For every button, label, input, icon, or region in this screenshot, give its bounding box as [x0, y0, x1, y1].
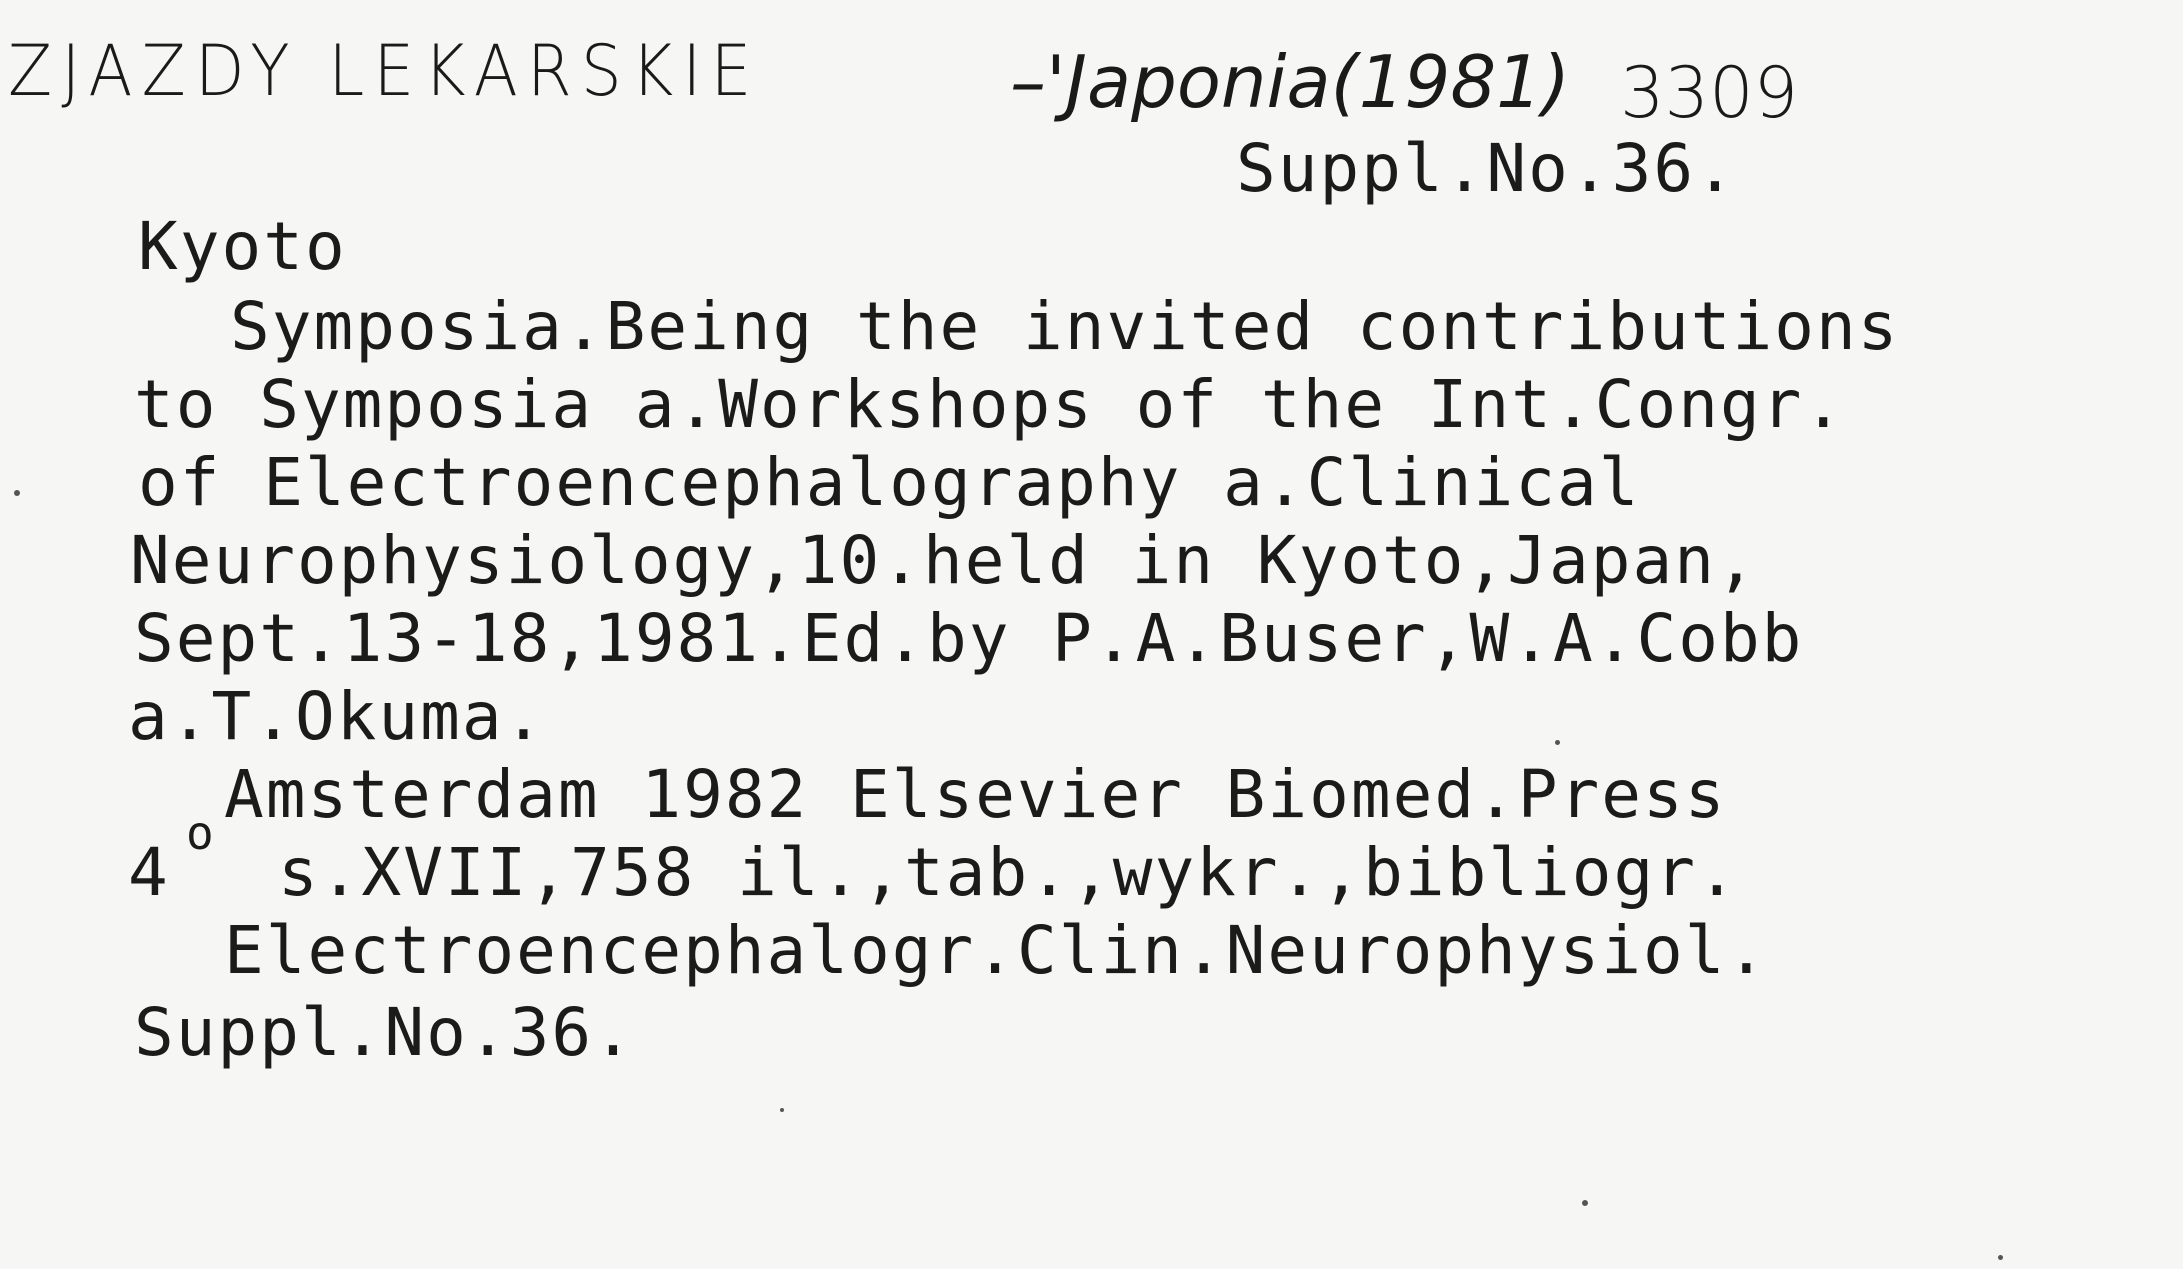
format-superscript: o: [186, 806, 214, 860]
dust-speck: [1582, 1200, 1588, 1206]
title-line-6: a.T.Okuma.: [128, 678, 546, 755]
title-line-5: Sept.13-18,1981.Ed.by P.A.Buser,W.A.Cobb: [134, 600, 1804, 677]
series-number-bottom: Suppl.No.36.: [134, 994, 635, 1071]
series-line: Electroencephalogr.Clin.Neurophysiol.: [224, 912, 1769, 989]
title-line-1: Symposia.Being the invited contributions: [230, 288, 1900, 365]
series-number-top: Suppl.No.36.: [1236, 130, 1737, 207]
imprint-line: Amsterdam 1982 Elsevier Biomed.Press: [224, 756, 1727, 833]
dust-speck: [1555, 740, 1560, 745]
title-line-4: Neurophysiology,10.held in Kyoto,Japan,: [130, 522, 1758, 599]
title-line-3: of Electroencephalography a.Clinical: [138, 444, 1641, 521]
handwritten-call-number: 3309: [1620, 52, 1799, 134]
format-size: 4: [128, 834, 168, 911]
handwritten-country-year: –'Japonia(1981): [1010, 40, 1571, 124]
handwritten-subject-heading: ZJAZDY LEKARSKIE: [8, 30, 761, 112]
dust-speck: [1998, 1255, 2003, 1260]
dust-speck: [14, 490, 20, 496]
collation-line: s.XVII,758 il.,tab.,wykr.,bibliogr.: [278, 834, 1739, 911]
title-line-2: to Symposia a.Workshops of the Int.Congr.: [134, 366, 1846, 443]
dust-speck: [780, 1108, 784, 1112]
city-heading: Kyoto: [138, 208, 347, 285]
